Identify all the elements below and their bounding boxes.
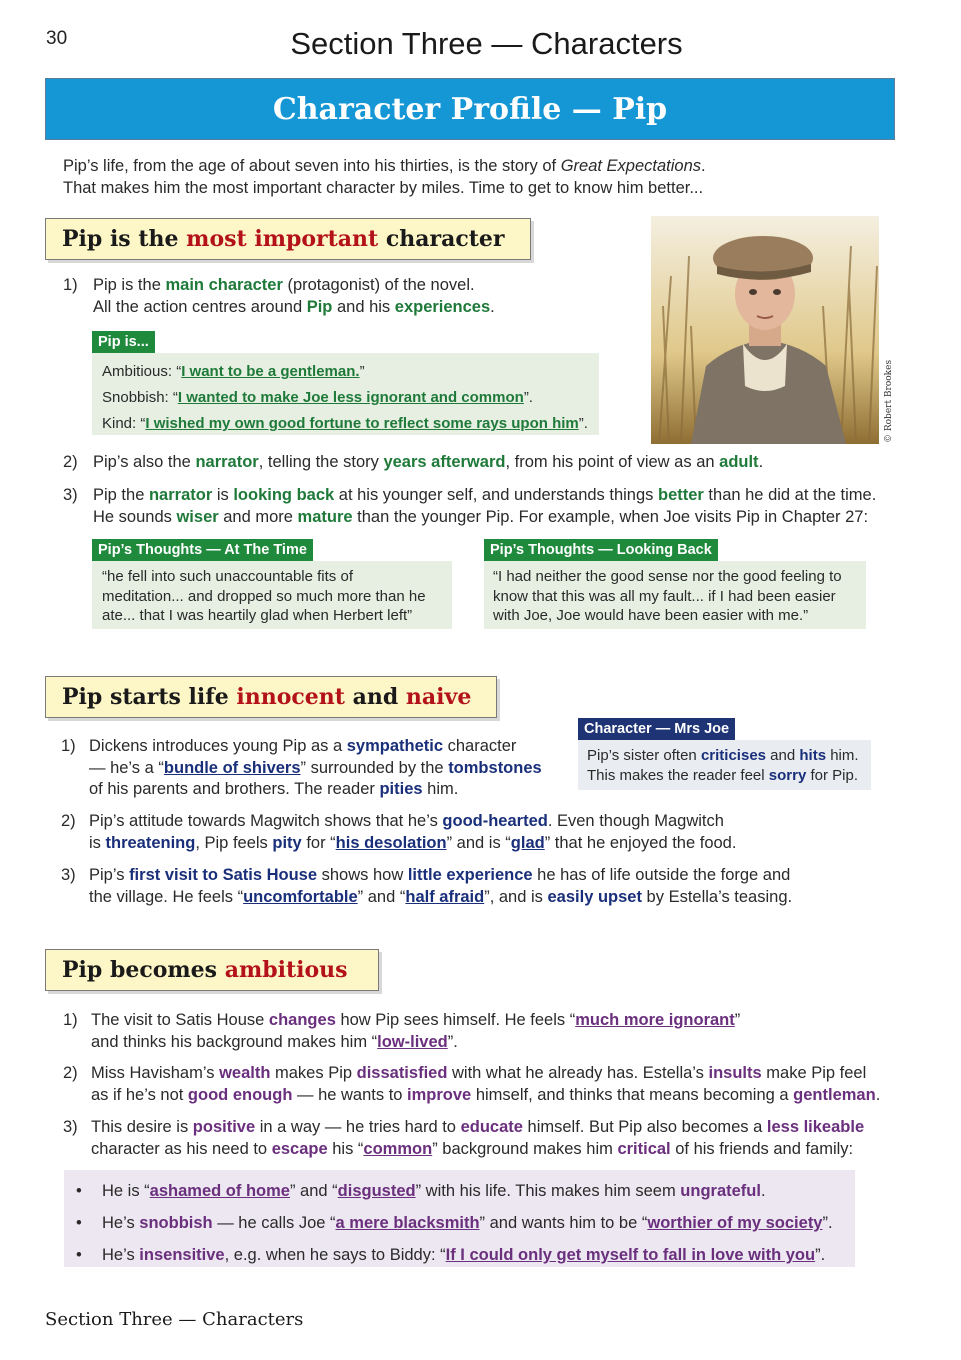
point-narrator: 2) Pip’s also the narrator, telling the story years afterward, from his point of view as an adult. [63,453,764,471]
thoughts-looking-back-line: “I had neither the good sense nor the good feeling to [493,568,842,585]
thoughts-at-time-label: Pip’s Thoughts — At The Time [92,539,313,561]
thoughts-looking-back-line: know that this was all my fault... if I had been easier [493,587,836,605]
thoughts-at-time-box [92,561,452,629]
pip-trait-kind: Kind: “I wished my own good fortune to reflect some rays upon him”. [102,415,588,432]
mrs-joe-label: Character — Mrs Joe [578,718,735,740]
point-looking-back: 3) Pip the narrator is looking back at his younger self, and understands things better than he did at the time. He sounds wiser and more mature than the younger Pip. For example, when Joe visits Pip in Chapter 27: [63,486,877,526]
pip-trait-ambitious: Ambitious: “I want to be a gentleman.” [102,363,365,380]
mrs-joe-box: Pip’s sister often criticises and hits him. This makes the reader feel sorry for Pip. [578,740,871,790]
point-dissatisfied: 2) Miss Havisham’s wealth makes Pip dissatisfied with what he already has. Estella’s insults make Pip feel as if he’s not good enough — he wants to improve himself, and thinks that means becoming a gentleman. [63,1064,881,1104]
intro-line-1: Pip’s life, from the age of about seven into his thirties, is the story of Great Expectations. [63,157,706,175]
pip-is-box [92,353,599,435]
examples-box [64,1170,855,1267]
thoughts-looking-back-line: with Joe, Joe would have been easier with me.” [493,607,809,624]
thoughts-looking-back-label: Pip’s Thoughts — Looking Back [484,539,718,561]
list-item: • He’s snobbish — he calls Joe “a mere blacksmith” and wants him to be “worthier of my society”. [76,1214,833,1232]
point-main-character: 1) Pip is the main character (protagonist) of the novel. All the action centres around Pip and his experiences. [63,276,495,316]
pip-trait-snobbish: Snobbish: “I wanted to make Joe less ignorant and common”. [102,389,533,406]
list-item: • He’s insensitive, e.g. when he says to Biddy: “If I could only get myself to fall in love with you”. [76,1246,826,1264]
point-less-likeable: 3) This desire is positive in a way — he tries hard to educate himself. But Pip also becomes a less likeable character as his need to escape his “common” background makes him critical of his friends and family: [63,1118,865,1158]
photo-credit: © Robert Brookes [884,359,894,443]
section-title: Section Three — Characters [290,26,683,61]
banner-title: Character Profile — Pip [272,91,668,127]
intro-text [63,156,883,199]
point-changes: 1) The visit to Satis House changes how Pip sees himself. He feels “much more ignorant” and thinks his background makes him “low-lived”. [63,1011,741,1051]
boy-portrait-image [651,216,879,444]
page-banner [45,78,895,140]
page-footer: Section Three — Characters [45,1309,304,1330]
intro-line-2: That makes him the most important character by miles. Time to get to know him better... [63,178,704,197]
point-good-hearted: 2) Pip’s attitude towards Magwitch shows that he’s good-hearted. Even though Magwitch is threatening, Pip feels pity for “his desolation” and is “glad” that he enjoyed the food. [61,812,737,852]
thoughts-looking-back-box [484,561,866,629]
heading-most-important: Pip is the most important character [45,218,531,260]
pip-photo [651,216,879,444]
thoughts-at-time-line: ate... that I was heartily glad when Herbert left” [102,607,413,624]
thoughts-at-time-line: meditation... and dropped so much more than he [102,587,426,605]
pip-is-label: Pip is... [92,331,155,353]
heading-innocent-naive: Pip starts life innocent and naive [45,676,497,718]
heading-ambitious: Pip becomes ambitious [45,949,379,991]
list-item: • He is “ashamed of home” and “disgusted” with his life. This makes him seem ungrateful. [76,1182,766,1200]
thoughts-at-time-line: “he fell into such unaccountable fits of [102,568,353,585]
page-number: 30 [46,28,68,49]
point-satis-house: 3) Pip’s first visit to Satis House shows how little experience he has of life outside the forge and the village. He feels “uncomfortable” and “half afraid”, and is easily upset by Estella’s teasing. [61,866,793,906]
point-sympathetic: 1) Dickens introduces young Pip as a sympathetic character — he’s a “bundle of shivers” surrounded by the tombstones of his parents and brothers. The reader pities him. [61,737,542,798]
